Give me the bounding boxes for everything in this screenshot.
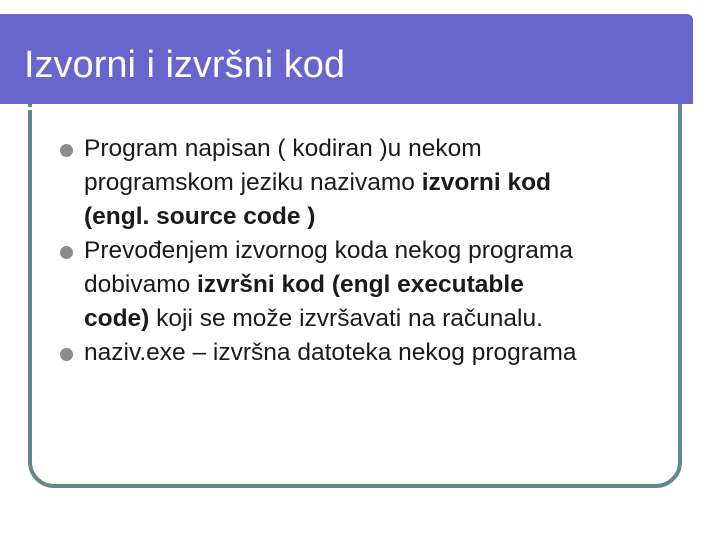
bullet-line: [84, 132, 682, 166]
text-run: naziv.exe – izvršna datoteka nekog programa: [84, 339, 577, 366]
bullet-dot-icon: [60, 348, 73, 361]
text-run: Program napisan ( kodiran )u nekom: [84, 135, 482, 162]
text-run: programskom jeziku nazivamo: [84, 169, 422, 196]
text-run: koji se može izvršavati na računalu.: [149, 305, 543, 332]
slide-title: Izvorni i izvršni kod: [24, 44, 345, 86]
bullet-dot-icon: [60, 246, 73, 259]
text-run: Prevođenjem izvornog koda nekog programa: [84, 237, 573, 264]
bullet-line: [84, 268, 682, 302]
bullet-line: [84, 336, 682, 370]
bullet-item: [62, 336, 682, 370]
bold-term: izvršni kod (engl executable: [197, 271, 524, 298]
text-run: dobivamo: [84, 271, 198, 298]
bullet-item: [62, 132, 682, 234]
bullet-line: [84, 166, 682, 200]
title-underline: [0, 107, 636, 110]
bullet-line: [84, 200, 682, 234]
bullet-line: [84, 302, 682, 336]
bold-term: (engl. source code ): [84, 203, 316, 230]
bullet-dot-icon: [60, 144, 73, 157]
bullet-line: [84, 234, 682, 268]
bullet-item: [62, 234, 682, 336]
title-bar: [0, 14, 693, 104]
bold-term: izvorni kod: [421, 169, 552, 196]
bold-term: code): [84, 305, 150, 332]
bullet-list: [62, 132, 682, 370]
